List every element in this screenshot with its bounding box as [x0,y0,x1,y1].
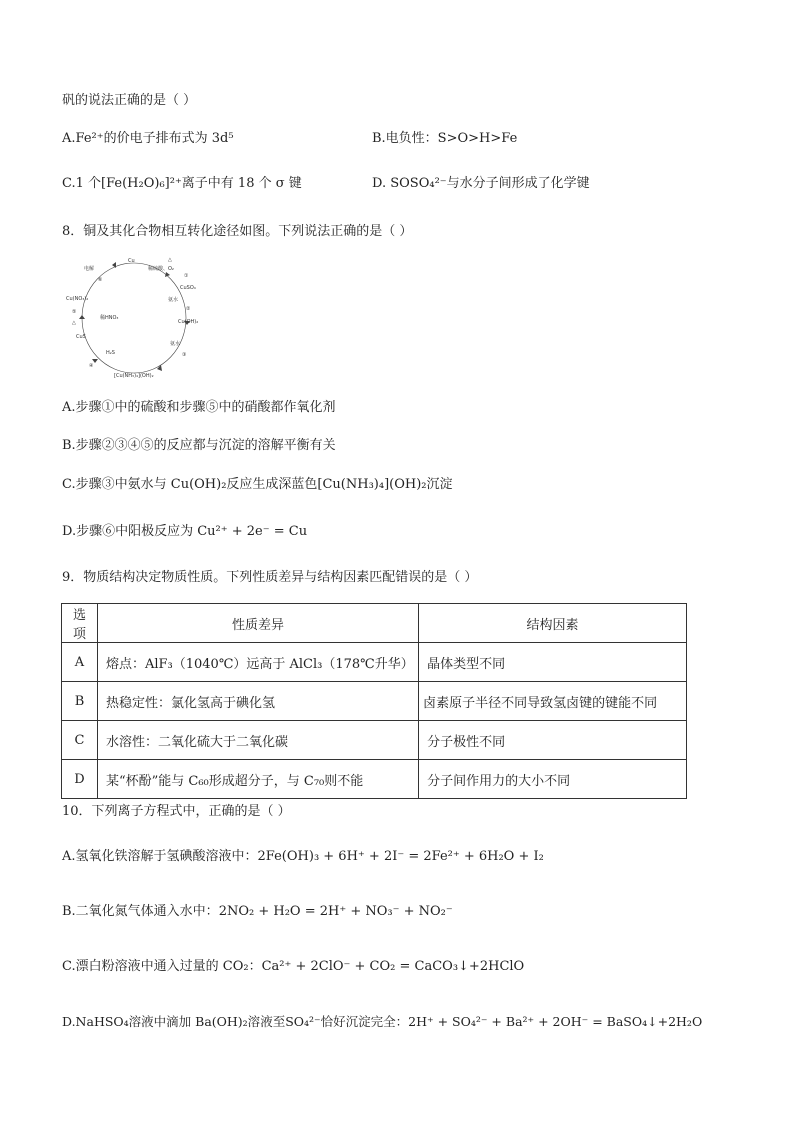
row-cause: 分子极性不同 [419,721,687,760]
q8-option-a: A.步骤①中的硫酸和步骤⑤中的硝酸都作氧化剂 [62,400,336,415]
q9-stem: 9．物质结构决定物质性质。下列性质差异与结构因素匹配错误的是（ ） [62,570,478,585]
dg-step6: ⑥ [98,277,103,283]
row-cause: 卤素原子半径不同导致氢卤键的键能不同 [419,682,687,721]
q7-stem-tail: 矾的说法正确的是（ ） [62,93,197,108]
q8-option-c: C.步骤③中氨水与 Cu(OH)₂反应生成深蓝色[Cu(NH₃)₄](OH)₂沉淀 [62,477,453,492]
dg-cus: CuS [76,334,86,340]
row-property: 水溶性：二氧化硫大于二氧化碳 [97,721,418,760]
dg-electro: 电解 [84,266,95,272]
dg-hno3: 稀HNO₃ [100,315,119,321]
row-option: D [62,760,98,799]
header-property: 性质差异 [97,604,418,643]
q10-option-c: C.漂白粉溶液中通入过量的 CO₂：Ca²⁺ + 2ClO⁻ + CO₂ = CaCO₃↓+2HClO [62,959,525,974]
dg-delta1: △ [168,257,172,263]
q10-option-a: A.氢氧化铁溶解于氢碘酸溶液中：2Fe(OH)₃ + 6H⁺ + 2I⁻ = 2Fe²⁺ + 6H₂O + I₂ [62,849,544,864]
table-row [62,682,687,721]
dg-nh3a: 氨水 [168,297,179,303]
table-row [62,643,687,682]
q9-table [61,603,687,799]
dg-cuoh2: Cu(OH)₂ [178,319,199,325]
dg-cu: Cu [128,258,135,264]
q7-option-a: A.Fe²⁺的价电子排布式为 3d⁵ [62,131,234,146]
q10-stem: 10．下列离子方程式中，正确的是（ ） [62,804,291,819]
equation-d: 2H⁺ + SO₄²⁻ + Ba²⁺ + 2OH⁻ = BaSO₄↓+2H₂O [408,1014,703,1029]
equation-c: Ca²⁺ + 2ClO⁻ + CO₂ = CaCO₃↓+2HClO [261,959,525,974]
dg-cuso4: CuSO₄ [180,285,196,291]
sulfate-ion: SO₄²⁻ [285,1014,321,1029]
dg-step2: ② [186,306,191,312]
dg-step1: ① [184,273,189,279]
dg-cuno3: Cu(NO₃)₂ [66,296,89,302]
equation-b: 2NO₂ + H₂O = 2H⁺ + NO₃⁻ + NO₂⁻ [218,904,453,919]
dg-step3: ③ [182,352,187,358]
row-option: B [62,682,98,721]
row-cause: 分子间作用力的大小不同 [419,760,687,799]
table-row [62,721,687,760]
dg-complex: [Cu(NH₃)₄](OH)₂ [114,373,154,379]
table-header-row [62,604,687,643]
q7-option-b: B.电负性：S>O>H>Fe [372,131,518,146]
dg-h2s: H₂S [106,350,115,356]
row-property: 熔点：AlF₃（1040℃）远高于 AlCl₃（178℃升华） [97,643,418,682]
q7-option-c: C.1 个[Fe(H₂O)₆]²⁺离子中有 18 个 σ 键 [62,176,302,191]
equation-a: 2Fe(OH)₃ + 6H⁺ + 2I⁻ = 2Fe²⁺ + 6H₂O + I₂ [257,849,544,864]
q8-option-b: B.步骤②③④⑤的反应都与沉淀的溶解平衡有关 [62,438,336,453]
row-option: C [62,721,98,760]
q8-option-d: D.步骤⑥中阳极反应为 Cu²⁺ + 2e⁻ = Cu [62,524,308,539]
row-property: 某“杯酚”能与 C₆₀形成超分子，与 C₇₀则不能 [97,760,418,799]
header-cause: 结构因素 [419,604,687,643]
q7-option-d: D. SOSO₄²⁻与水分子间形成了化学键 [372,176,590,191]
dg-step5: ⑤ [72,309,77,315]
header-option: 选项 [62,604,98,643]
q8-stem: 8．铜及其化合物相互转化途径如图。下列说法正确的是（ ） [62,224,413,239]
row-property: 热稳定性：氯化氢高于碘化氢 [97,682,418,721]
dg-reagent1: 稀硫酸、O₂ [148,266,174,272]
dg-nh3b: 氨水 [170,341,181,347]
q10-option-b: B.二氧化氮气体通入水中：2NO₂ + H₂O = 2H⁺ + NO₃⁻ + NO₂⁻ [62,904,453,919]
table-row [62,760,687,799]
dg-step4: ④ [89,363,94,369]
sulfate-ion: SO₄²⁻ [409,176,447,191]
row-option: A [62,643,98,682]
anode-equation: Cu²⁺ + 2e⁻ = Cu [197,524,308,539]
dg-delta2: △ [72,320,76,326]
copper-conversion-diagram [62,255,202,385]
row-cause: 晶体类型不同 [419,643,687,682]
q10-option-d: D.NaHSO₄溶液中滴加 Ba(OH)₂溶液至SO₄²⁻恰好沉淀完全：2H⁺ + SO₄²⁻ + Ba²⁺ + 2OH⁻ = BaSO₄↓+2H₂O [62,1014,703,1029]
